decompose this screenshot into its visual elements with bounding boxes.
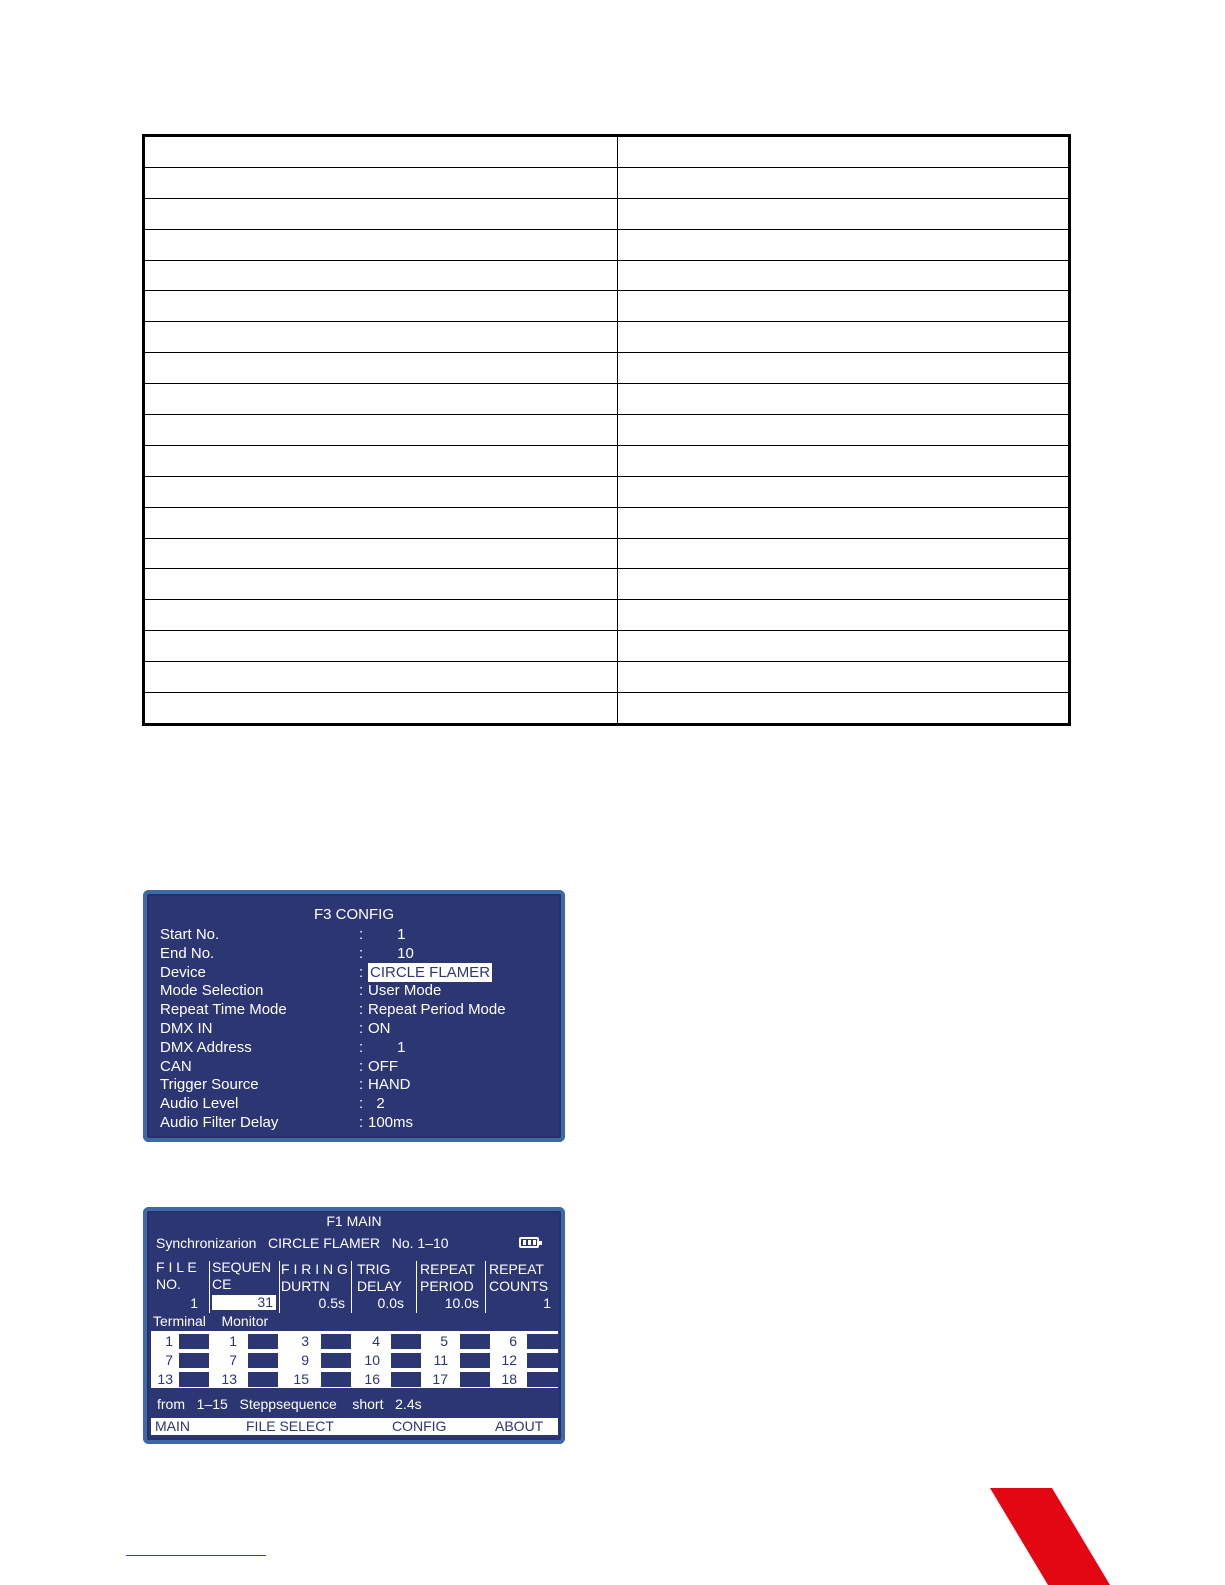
monitor-indicator	[321, 1353, 351, 1368]
config-separator: :	[359, 1020, 364, 1037]
config-separator: :	[359, 1076, 364, 1094]
footer-link-underline[interactable]	[126, 1555, 266, 1556]
table-row	[145, 662, 1069, 693]
header-file-no: F I L E NO.	[156, 1259, 197, 1292]
config-separator: :	[359, 982, 364, 1000]
menu-file-select[interactable]: FILE SELECT	[246, 1418, 334, 1434]
config-row[interactable]	[160, 944, 555, 963]
monitor-indicator	[391, 1334, 421, 1349]
config-separator: :	[359, 963, 364, 981]
table-row	[145, 476, 1069, 507]
monitor-indicator	[321, 1334, 351, 1349]
main-title: F1 MAIN	[326, 1213, 382, 1229]
table-row	[145, 445, 1069, 476]
table-row	[145, 260, 1069, 291]
column-divider	[416, 1261, 417, 1313]
table-row	[145, 569, 1069, 600]
config-label: CAN	[160, 1057, 192, 1075]
table-cell	[145, 631, 618, 662]
config-row[interactable]	[160, 1000, 555, 1019]
table-cell	[618, 198, 1069, 229]
monitor-indicator	[179, 1353, 209, 1368]
table-cell	[145, 384, 618, 415]
table-row	[145, 600, 1069, 631]
terminal-number: 7	[229, 1352, 237, 1368]
table-cell	[145, 538, 618, 569]
header-sequence: SEQUEN CE	[212, 1259, 272, 1292]
table-cell	[145, 137, 618, 168]
table-row	[145, 507, 1069, 538]
config-value: ON	[368, 1020, 391, 1037]
terminal-number: 4	[372, 1333, 380, 1349]
config-value: Repeat Period Mode	[368, 1001, 506, 1019]
table-cell	[618, 322, 1069, 353]
monitor-indicator	[248, 1334, 278, 1349]
table-cell	[618, 569, 1069, 600]
config-value: 10	[368, 944, 414, 962]
config-row[interactable]	[160, 1038, 555, 1057]
terminal-number: 7	[165, 1352, 173, 1368]
table-row	[145, 198, 1069, 229]
table-cell	[145, 353, 618, 384]
table-cell	[145, 507, 618, 538]
table-cell	[145, 260, 618, 291]
terminal-number: 10	[364, 1352, 380, 1368]
table-cell	[618, 415, 1069, 446]
config-row[interactable]	[160, 1094, 555, 1113]
table-cell	[145, 167, 618, 198]
monitor-indicator	[460, 1353, 490, 1368]
monitor-indicator	[179, 1334, 209, 1349]
config-value: User Mode	[368, 982, 442, 1000]
table-row	[145, 229, 1069, 260]
config-row[interactable]	[160, 1019, 555, 1038]
table-cell	[618, 260, 1069, 291]
column-divider	[279, 1261, 280, 1313]
monitor-indicator	[248, 1372, 278, 1387]
config-label: End No.	[160, 944, 215, 962]
terminal-number: 13	[221, 1371, 237, 1387]
value-repeat-period: 10.0s	[444, 1295, 479, 1311]
table-cell	[618, 445, 1069, 476]
monitor-indicator	[527, 1334, 558, 1349]
terminal-number: 9	[301, 1352, 309, 1368]
config-label: Start No.	[160, 926, 220, 943]
terminal-monitor-label: Terminal Monitor	[153, 1313, 269, 1329]
terminal-number: 5	[440, 1333, 448, 1349]
config-value[interactable]: CIRCLE FLAMER	[370, 963, 491, 981]
config-value: HAND	[368, 1076, 411, 1094]
header-repeat-counts: REPEAT COUNTS	[489, 1261, 549, 1294]
monitor-indicator	[460, 1372, 490, 1387]
monitor-indicator	[179, 1372, 209, 1387]
terminal-number: 16	[364, 1371, 380, 1387]
table-cell	[145, 476, 618, 507]
table-row	[145, 415, 1069, 446]
table-cell	[618, 538, 1069, 569]
monitor-indicator	[248, 1353, 278, 1368]
table-cell	[145, 569, 618, 600]
terminal-number: 13	[157, 1371, 173, 1387]
value-trig-delay: 0.0s	[377, 1295, 404, 1311]
table-cell	[618, 476, 1069, 507]
table-row	[145, 631, 1069, 662]
column-divider	[209, 1261, 210, 1313]
header-trig-delay: TRIG DELAY	[357, 1261, 402, 1294]
table-row	[145, 322, 1069, 353]
config-label: Trigger Source	[160, 1076, 259, 1094]
table-cell	[618, 137, 1069, 168]
config-value: 2	[368, 1095, 385, 1113]
table-cell	[618, 384, 1069, 415]
table-cell	[145, 291, 618, 322]
table-row	[145, 167, 1069, 198]
table-row	[145, 137, 1069, 168]
value-repeat-counts: 1	[543, 1295, 551, 1311]
config-separator: :	[359, 926, 364, 943]
config-label: Repeat Time Mode	[160, 1001, 287, 1019]
table-cell	[618, 507, 1069, 538]
config-value: 100ms	[368, 1114, 414, 1131]
value-sequence[interactable]: 31	[212, 1295, 276, 1310]
terminal-number: 17	[432, 1371, 448, 1387]
table-cell	[145, 693, 618, 724]
terminal-number: 15	[293, 1371, 309, 1387]
table-cell	[145, 662, 618, 693]
table-row	[145, 538, 1069, 569]
config-row[interactable]	[160, 1113, 555, 1132]
monitor-indicator	[527, 1353, 558, 1368]
table-cell	[145, 415, 618, 446]
config-screen	[143, 890, 565, 1142]
terminal-number: 1	[229, 1333, 237, 1349]
config-separator: :	[359, 1001, 364, 1019]
monitor-indicator	[391, 1353, 421, 1368]
config-separator: :	[359, 1095, 364, 1113]
table-row	[145, 693, 1069, 724]
status-footer: from 1–15 Steppsequence short 2.4s	[157, 1396, 422, 1412]
monitor-indicator	[391, 1372, 421, 1387]
config-label: Audio Filter Delay	[160, 1114, 279, 1131]
terminal-number: 11	[433, 1352, 448, 1368]
table-cell	[145, 229, 618, 260]
config-row[interactable]	[160, 963, 555, 982]
header-firing-duration: F I R I N G DURTN	[281, 1261, 348, 1294]
config-separator: :	[359, 1114, 364, 1131]
empty-table	[142, 134, 1071, 726]
table-cell	[618, 353, 1069, 384]
terminal-number: 6	[509, 1333, 517, 1349]
menu-config[interactable]: CONFIG	[392, 1418, 447, 1434]
terminal-number: 3	[301, 1333, 309, 1349]
sync-line: Synchronizarion CIRCLE FLAMER No. 1–10	[156, 1235, 449, 1251]
table-row	[145, 291, 1069, 322]
table-cell	[618, 229, 1069, 260]
terminal-monitor-grid	[151, 1331, 558, 1388]
terminal-number: 12	[501, 1352, 517, 1368]
config-separator: :	[359, 1038, 364, 1056]
main-screen	[143, 1207, 565, 1444]
table-cell	[145, 198, 618, 229]
table-cell	[618, 600, 1069, 631]
terminal-number: 1	[165, 1333, 173, 1349]
value-file-no: 1	[190, 1295, 198, 1311]
table-cell	[618, 662, 1069, 693]
config-value: 1	[368, 926, 406, 943]
corner-brand-mark	[990, 1488, 1110, 1585]
config-label: Audio Level	[160, 1095, 239, 1113]
config-value: 1	[368, 1038, 406, 1056]
terminal-number: 18	[501, 1371, 517, 1387]
value-firing-duration: 0.5s	[318, 1295, 345, 1311]
menu-main[interactable]: MAIN	[155, 1418, 190, 1434]
config-separator: :	[359, 944, 364, 962]
config-label: Device	[160, 963, 206, 981]
menu-about[interactable]: ABOUT	[495, 1418, 544, 1434]
table-cell	[618, 693, 1069, 724]
config-label: Mode Selection	[160, 982, 264, 1000]
table-cell	[618, 631, 1069, 662]
battery-icon	[519, 1237, 539, 1248]
table-cell	[618, 167, 1069, 198]
table-row	[145, 353, 1069, 384]
monitor-indicator	[527, 1372, 558, 1387]
monitor-indicator	[321, 1372, 351, 1387]
table-cell	[145, 600, 618, 631]
config-row[interactable]	[160, 1057, 555, 1076]
function-menu	[151, 1418, 558, 1435]
column-divider	[485, 1261, 486, 1313]
config-row[interactable]	[160, 981, 555, 1000]
config-label: DMX IN	[160, 1020, 213, 1037]
config-row[interactable]	[160, 1075, 555, 1094]
table-cell	[145, 322, 618, 353]
config-label: DMX Address	[160, 1038, 252, 1056]
column-divider	[351, 1261, 352, 1313]
header-repeat-period: REPEAT PERIOD	[420, 1261, 475, 1294]
config-title: F3 CONFIG	[313, 906, 394, 923]
config-separator: :	[359, 1057, 364, 1075]
monitor-indicator	[460, 1334, 490, 1349]
table-cell	[618, 291, 1069, 322]
config-value: OFF	[368, 1057, 398, 1075]
table-cell	[145, 445, 618, 476]
config-row[interactable]	[160, 925, 555, 944]
table-row	[145, 384, 1069, 415]
